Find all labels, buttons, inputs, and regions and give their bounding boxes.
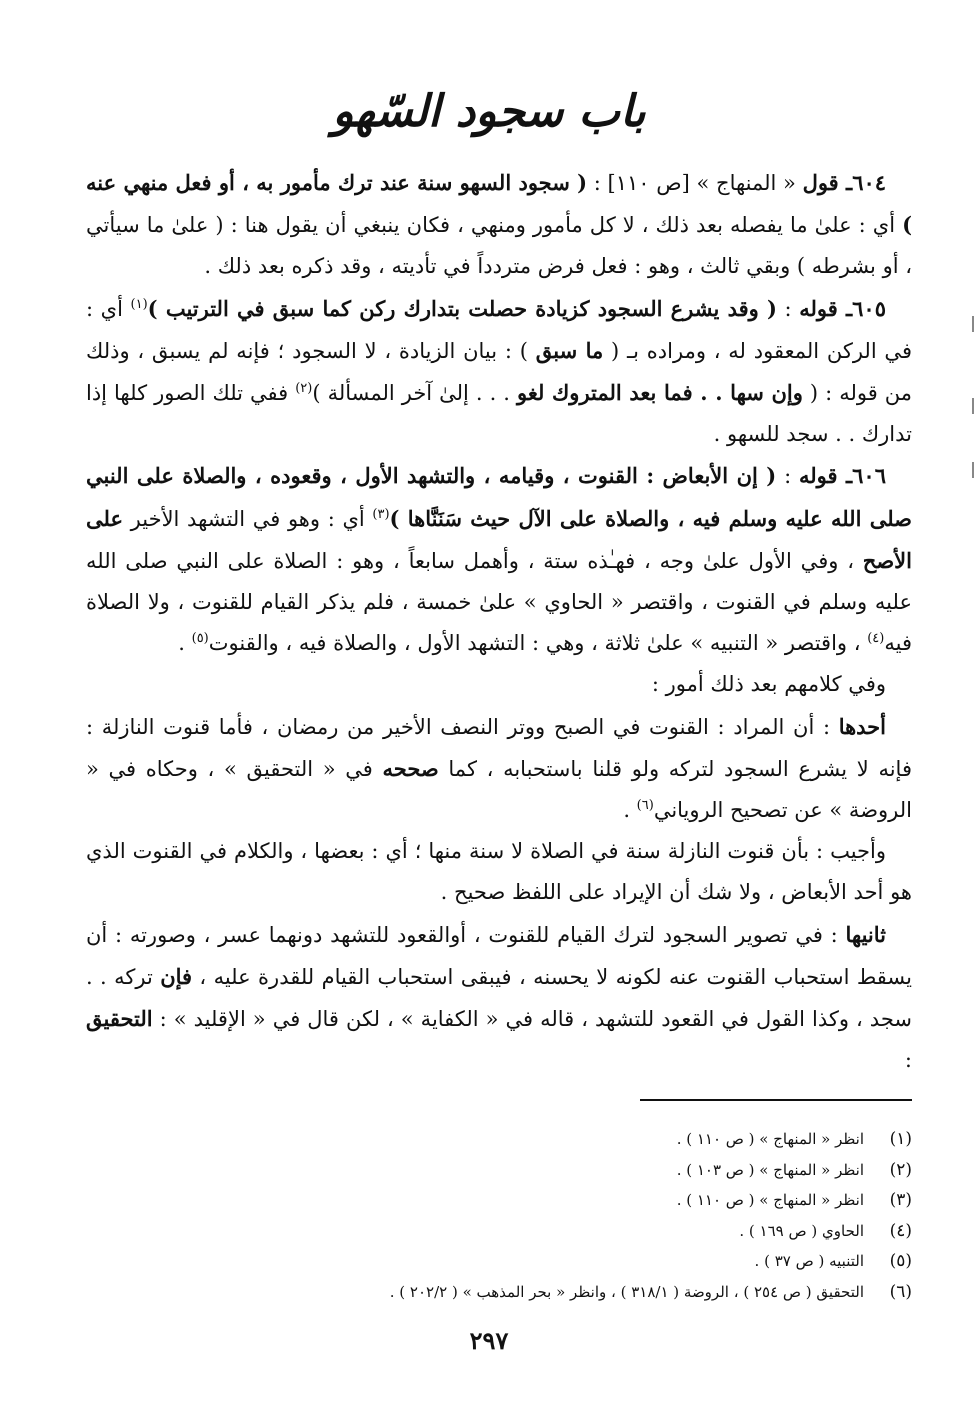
bold-text: أحدها bbox=[838, 713, 886, 739]
bold-text: على الأصح bbox=[86, 505, 912, 573]
footnote-ref: (٣) bbox=[372, 506, 390, 522]
text-run: أي : علىٰ ما يفصله بعد ذلك ، لا كل مأمور ومنهي ، فكان ينبغي أن يقول هنا : ( علىٰ ما سيأتي ، أو بشرطه ) وبقي ثالث ، وهو : فعل فرض متردداً في تأديته ، وقد ذكره بعد ذلك . bbox=[86, 213, 912, 279]
chapter-title: باب سجود السّهو bbox=[332, 86, 646, 137]
footnote-number: (١) bbox=[889, 1129, 912, 1149]
text-run: . bbox=[178, 631, 192, 656]
footnote-ref: (٤) bbox=[867, 631, 885, 647]
footnote-number: (٣) bbox=[889, 1190, 912, 1210]
footnote-2 bbox=[150, 1155, 912, 1186]
text-run: : bbox=[776, 296, 800, 321]
footnote-6 bbox=[150, 1277, 912, 1308]
bold-text: ما سبق bbox=[535, 337, 604, 363]
bold-text: ٦٠٥ـ قوله bbox=[799, 295, 886, 321]
paragraph-606 bbox=[86, 455, 912, 664]
text-run: أي : وهو في التشهد الأخير bbox=[123, 506, 373, 531]
footnote-text: انظر « المنهاج » ( ص ١١٠ ) . bbox=[676, 1191, 864, 1209]
bold-text: ( إن الأبعاض : القنوت ، وقيامه ، والتشهد الأول ، وقعوده ، والصلاة على النبي صلى الله عليه وسلم فيه ، والصلاة على الآل حيث سَنَنَّاها ) bbox=[86, 463, 912, 531]
bold-text: التحقيق bbox=[86, 1006, 153, 1032]
text-run: : في تصوير السجود لترك القيام للقنوت ، أوالقعود للتشهد دونهما عسر ، وصورته : أن يسقط استحباب القنوت عنه لكونه لا يحسنه ، فيبقى استحباب القيام للقدرة عليه ، bbox=[86, 922, 912, 989]
bold-text: ( سجود السهو سنة عند ترك مأمور به ، أو فعل منهي عنه ) bbox=[86, 170, 912, 238]
footnote-5 bbox=[150, 1246, 912, 1277]
text-run: وفي كلامهم بعد ذلك أمور : bbox=[651, 672, 886, 697]
scan-edge-mark bbox=[972, 316, 974, 332]
footnote-1 bbox=[150, 1124, 912, 1155]
bold-text: ثانيها bbox=[845, 921, 886, 947]
footnote-text: الحاوي ( ص ١٦٩ ) . bbox=[739, 1221, 864, 1240]
paragraph-second-point bbox=[86, 914, 912, 1082]
paragraph-605 bbox=[86, 288, 912, 456]
bold-text: ٦٠٦ـ قوله bbox=[798, 463, 886, 489]
text-run: . . . إلىٰ آخر المسألة ) bbox=[312, 381, 517, 406]
footnote-number: (٦) bbox=[889, 1281, 912, 1302]
scan-edge-mark bbox=[972, 462, 974, 478]
text-run: ، وفي الأول علىٰ وجه ، فهـٰذه ستة ، وأهمل سابعاً ، وهو : الصلاة على النبي صلى الله عليه وسلم في القنوت ، واقتصر « الحاوي » علىٰ خمسة ، فلم يذكر القيام للقنوت ، ولا الصلاة فيه bbox=[86, 548, 912, 656]
footnote-separator bbox=[640, 1099, 912, 1101]
page-number: ٢٩٧ bbox=[469, 1326, 509, 1355]
footnote-text: التحقيق ( ص ٢٥٤ ) ، الروضة ( ٣١٨/١ ) ، وانظر « بحر المذهب » ( ٢٠٢/٢ ) . bbox=[389, 1282, 864, 1301]
text-run: ) : بيان الزيادة ، لا السجود ؛ فإنه لم يسبق ، وذلك من قوله : ( bbox=[86, 338, 913, 406]
text-run: وأجيب : بأن قنوت النازلة سنة في الصلاة لا سنة منها ؛ أي : بعضها ، والكلام في القنوت الذي هو أحد الأبعاض ، ولا شك أن الإيراد على اللفظ صحيح . bbox=[86, 839, 912, 905]
text-run: : bbox=[904, 1048, 912, 1073]
text-run: « المنهاج » [ص ١١٠] : bbox=[587, 171, 803, 195]
bold-text: وإن سها . . فما بعد المتروك لغو bbox=[516, 380, 803, 406]
main-text bbox=[86, 162, 912, 1081]
footnote-ref: (١) bbox=[130, 296, 148, 312]
footnote-text: التنبيه ( ص ٣٧ ) . bbox=[754, 1252, 864, 1270]
footnote-ref: (٦) bbox=[636, 798, 654, 814]
footnote-text: انظر « المنهاج » ( ص ١٠٣ ) . bbox=[676, 1160, 864, 1179]
text-run: : أن المراد : القنوت في الصبح ووتر النصف الأخير من رمضان ، فأما قنوت النازلة : فإنه لا يشرع السجود لتركه ولو قلنا باستحبابه ، كما bbox=[86, 714, 912, 781]
text-run: تركه . . سجد ، وكذا القول في القعود للتشهد ، قاله في « الكفاية » ، لكن قال في « الإقليد » : bbox=[86, 964, 912, 1032]
paragraph-intro-points bbox=[86, 664, 912, 705]
bold-text: ( وقد يشرع السجود كزيادة حصلت بتدارك ركن كما سبق في الترتيب ) bbox=[147, 295, 777, 321]
text-run: ففي تلك الصور كلها إذا تدارك . . سجد للسهو . bbox=[86, 381, 912, 447]
footnote-number: (٥) bbox=[889, 1251, 912, 1271]
bold-text: ٦٠٤ـ قول bbox=[802, 170, 887, 195]
paragraph-response bbox=[86, 831, 912, 913]
text-run: في « التحقيق » ، وحكاه في « الروضة » عن تصحيح الروياني bbox=[86, 756, 912, 823]
footnote-ref: (٥) bbox=[191, 631, 209, 647]
footnote-text: انظر « المنهاج » ( ص ١١٠ ) . bbox=[676, 1130, 864, 1148]
text-run: ، واقتصر « التنبيه » علىٰ ثلاثة ، وهي : التشهد الأول ، والصلاة فيه ، والقنوت bbox=[208, 631, 868, 656]
paragraph-first-point bbox=[86, 706, 912, 832]
bold-text: فإن bbox=[160, 963, 193, 989]
footnote-number: (٢) bbox=[889, 1159, 912, 1180]
footnote-4 bbox=[150, 1216, 912, 1247]
footnotes bbox=[150, 1124, 912, 1307]
footnote-3 bbox=[150, 1185, 912, 1216]
text-run: : bbox=[776, 464, 799, 489]
footnote-number: (٤) bbox=[889, 1220, 912, 1241]
scan-edge-mark bbox=[972, 398, 974, 414]
text-run: أي : في الركن المعقود له ، ومراده بـ ( bbox=[86, 296, 912, 363]
footnote-ref: (٢) bbox=[295, 381, 313, 397]
bold-text: صححه bbox=[382, 755, 439, 781]
paragraph-604 bbox=[86, 162, 912, 288]
text-run: . bbox=[623, 798, 637, 823]
